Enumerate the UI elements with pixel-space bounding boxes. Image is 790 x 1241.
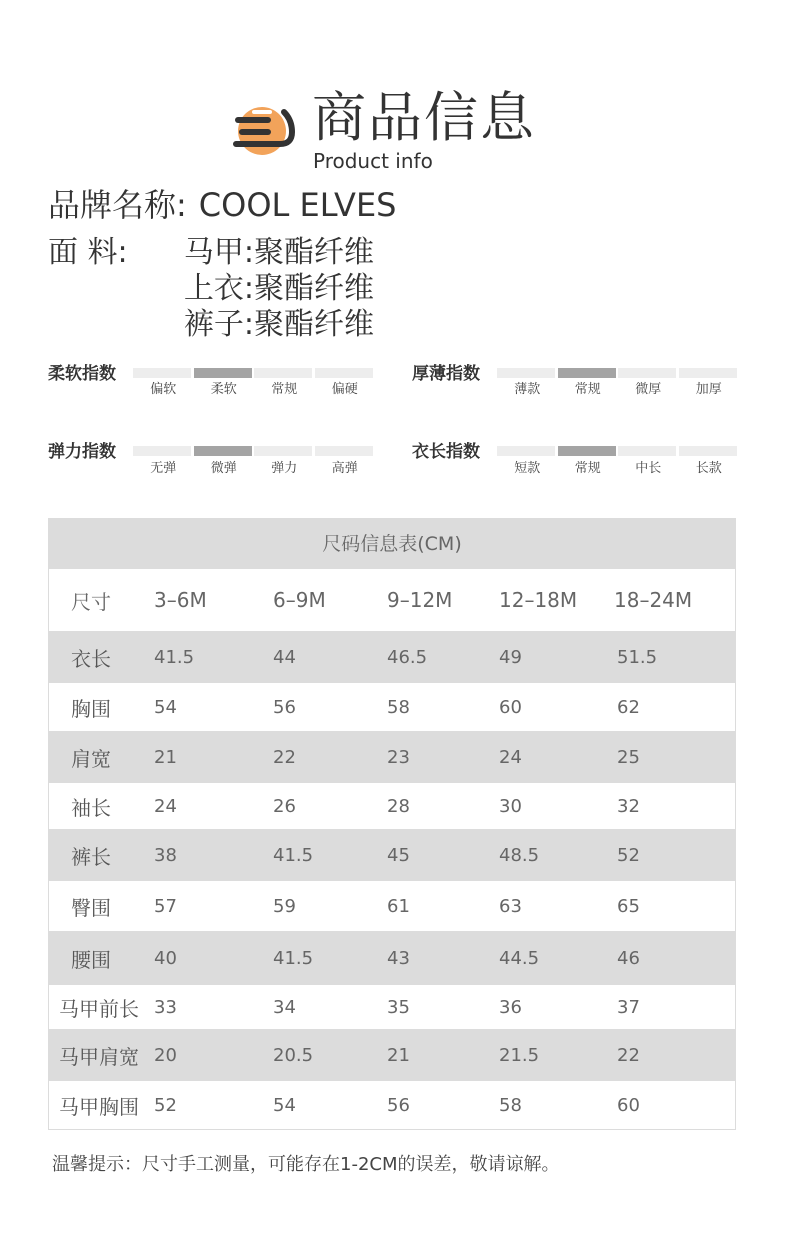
size-table-row-label: 马甲肩宽 (59, 1044, 139, 1069)
size-table-row (49, 731, 735, 783)
size-table-cell: 33 (154, 996, 177, 1018)
index-segment (558, 368, 616, 378)
size-table-column-header: 9–12M (387, 588, 453, 612)
index-option: 微弹 (210, 461, 237, 476)
size-table-cell: 65 (617, 895, 640, 917)
index-option: 偏软 (150, 382, 177, 397)
page-title: 商品信息 (312, 86, 536, 149)
fabric-item-top (162, 270, 374, 308)
size-table-cell: 58 (499, 1094, 522, 1116)
size-table-cell: 23 (387, 746, 410, 768)
size-table-cell: 22 (617, 1044, 640, 1066)
index-option: 高弹 (331, 461, 358, 476)
size-table-cell: 49 (499, 646, 522, 668)
size-table-row (49, 683, 735, 731)
index-option: 长款 (695, 461, 722, 476)
size-table-row-label: 腰围 (71, 947, 111, 972)
size-table-cell: 35 (387, 996, 410, 1018)
size-table (48, 518, 736, 1130)
size-table-row-label: 马甲前长 (59, 996, 139, 1021)
index-name: 弹力指数 (48, 442, 116, 462)
measurement-tip: 温馨提示：尺寸手工测量，可能存在1-2CM的误差，敬请谅解。 (52, 1154, 560, 1175)
fabric-item-value: 聚酯纤维 (254, 307, 374, 342)
size-table-column-header: 3–6M (154, 588, 207, 612)
length-index (412, 440, 772, 500)
index-option: 常规 (574, 461, 601, 476)
index-option: 微厚 (635, 382, 662, 397)
size-table-header-row (49, 569, 735, 631)
size-table-cell: 41.5 (154, 646, 195, 668)
size-table-column-header: 18–24M (614, 588, 693, 612)
size-table-cell: 21 (387, 1044, 410, 1066)
size-table-row (49, 1081, 735, 1129)
index-name: 柔软指数 (48, 364, 116, 384)
size-table-cell: 60 (499, 696, 522, 718)
index-segment (315, 368, 373, 378)
size-table-row-label: 马甲胸围 (59, 1094, 139, 1119)
size-table-cell: 56 (273, 696, 296, 718)
size-table-cell: 25 (617, 746, 640, 768)
size-table-cell: 22 (273, 746, 296, 768)
size-table-cell: 51.5 (617, 646, 658, 668)
index-option: 中长 (635, 461, 662, 476)
size-table-cell: 45 (387, 844, 410, 866)
size-table-cell: 28 (387, 795, 410, 817)
size-table-cell: 43 (387, 947, 410, 969)
size-table-cell: 37 (617, 996, 640, 1018)
size-table-cell: 38 (154, 844, 177, 866)
index-option: 短款 (514, 461, 541, 476)
size-table-row (49, 881, 735, 931)
size-table-cell: 60 (617, 1094, 640, 1116)
size-table-cell: 26 (273, 795, 296, 817)
index-segment (133, 368, 191, 378)
size-table-cell: 46.5 (387, 646, 428, 668)
softness-index (48, 362, 408, 422)
size-table-cell: 24 (154, 795, 177, 817)
size-table-cell: 61 (387, 895, 410, 917)
index-bar (133, 368, 375, 378)
size-table-row-label: 胸围 (71, 696, 111, 721)
size-table-row-label: 裤长 (71, 844, 111, 869)
fabric-item-value: 聚酯纤维 (254, 271, 374, 306)
fabric-item-vest (162, 234, 374, 272)
size-table-cell: 57 (154, 895, 177, 917)
size-table-row (49, 631, 735, 683)
size-table-row-label: 衣长 (71, 646, 111, 671)
size-table-cell: 34 (273, 996, 296, 1018)
fabric-item-key: 裤子: (183, 307, 254, 342)
size-table-cell: 56 (387, 1094, 410, 1116)
size-table-cell: 40 (154, 947, 177, 969)
index-option: 常规 (271, 382, 298, 397)
size-table-cell: 21 (154, 746, 177, 768)
size-table-cell: 54 (154, 696, 177, 718)
size-table-cell: 20.5 (273, 1044, 314, 1066)
size-table-row-label: 肩宽 (71, 746, 111, 771)
size-table-cell: 32 (617, 795, 640, 817)
index-option: 薄款 (514, 382, 541, 397)
size-table-cell: 46 (617, 947, 640, 969)
fabric-item-pants (162, 306, 374, 344)
index-labels (133, 460, 375, 478)
size-table-row (49, 1029, 735, 1081)
index-option: 加厚 (695, 382, 722, 397)
size-table-row (49, 783, 735, 829)
size-table-cell: 59 (273, 895, 296, 917)
index-segment (618, 446, 676, 456)
size-table-cell: 54 (273, 1094, 296, 1116)
size-table-cell: 20 (154, 1044, 177, 1066)
fabric-item-key: 马甲: (183, 235, 254, 270)
index-segment (194, 368, 252, 378)
size-table-corner-label: 尺寸 (71, 589, 111, 614)
size-table-column-header: 12–18M (499, 588, 578, 612)
index-segment (133, 446, 191, 456)
index-segment (497, 368, 555, 378)
fabric-item-key: 上衣: (183, 271, 254, 306)
brand-value: COOL ELVES (198, 186, 397, 224)
size-table-row (49, 985, 735, 1029)
index-segment (618, 368, 676, 378)
size-table-cell: 30 (499, 795, 522, 817)
size-table-cell: 21.5 (499, 1044, 540, 1066)
size-table-row-label: 袖长 (71, 795, 111, 820)
size-table-cell: 52 (617, 844, 640, 866)
size-table-cell: 52 (154, 1094, 177, 1116)
index-segment (679, 368, 737, 378)
size-table-cell: 24 (499, 746, 522, 768)
fabric-label: 面 料: (48, 235, 128, 270)
size-table-title: 尺码信息表(CM) (49, 519, 735, 569)
index-labels (497, 460, 739, 478)
elasticity-index (48, 440, 408, 500)
size-table-cell: 44 (273, 646, 296, 668)
page-subtitle: Product info (313, 149, 433, 173)
brand-label: 品牌名称: (48, 186, 187, 224)
index-segment (254, 446, 312, 456)
index-labels (133, 381, 375, 399)
thickness-index (412, 362, 772, 422)
size-table-row (49, 829, 735, 881)
index-option: 常规 (574, 382, 601, 397)
product-info-logo-icon (228, 98, 298, 164)
size-table-cell: 41.5 (273, 947, 314, 969)
index-segment (497, 446, 555, 456)
index-name: 厚薄指数 (412, 364, 480, 384)
size-table-cell: 41.5 (273, 844, 314, 866)
index-segment (194, 446, 252, 456)
index-bar (497, 368, 739, 378)
index-labels (497, 381, 739, 399)
index-bar (497, 446, 739, 456)
index-option: 偏硬 (331, 382, 358, 397)
index-option: 无弹 (150, 461, 177, 476)
size-table-cell: 62 (617, 696, 640, 718)
index-segment (558, 446, 616, 456)
brand-line (48, 184, 396, 226)
index-segment (315, 446, 373, 456)
index-option: 弹力 (271, 461, 298, 476)
index-option: 柔软 (210, 382, 237, 397)
size-table-column-header: 6–9M (273, 588, 326, 612)
size-table-row (49, 931, 735, 985)
size-table-cell: 58 (387, 696, 410, 718)
size-table-cell: 63 (499, 895, 522, 917)
index-bar (133, 446, 375, 456)
index-name: 衣长指数 (412, 442, 480, 462)
size-table-cell: 36 (499, 996, 522, 1018)
size-table-cell: 48.5 (499, 844, 540, 866)
page-header (0, 0, 790, 180)
size-table-cell: 44.5 (499, 947, 540, 969)
index-segment (254, 368, 312, 378)
size-table-row-label: 臀围 (71, 895, 111, 920)
index-segment (679, 446, 737, 456)
fabric-item-value: 聚酯纤维 (254, 235, 374, 270)
